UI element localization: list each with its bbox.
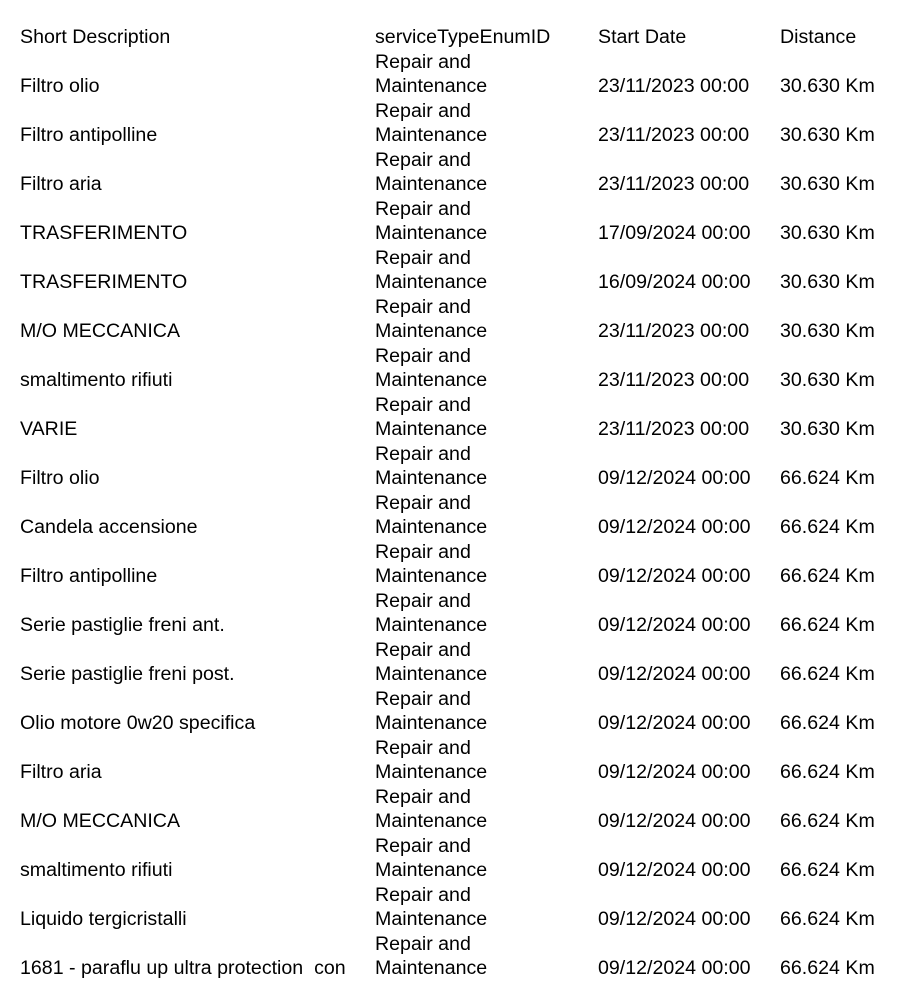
cell-start-date: 09/12/2024 00:00 [598, 810, 751, 832]
cell-short-description: Candela accensione [20, 516, 198, 538]
cell-start-date: 23/11/2023 00:00 [598, 320, 750, 342]
cell-distance: 66.624 Km [780, 810, 875, 832]
cell-start-date: 23/11/2023 00:00 [598, 418, 750, 440]
cell-distance: 66.624 Km [780, 761, 875, 783]
cell-start-date: 09/12/2024 00:00 [598, 516, 751, 538]
table-row [20, 589, 916, 638]
table-row [20, 736, 916, 785]
cell-distance: 66.624 Km [780, 565, 875, 587]
column-header-distance: Distance [780, 26, 857, 48]
cell-service-type: Repair and Maintenance [375, 99, 488, 146]
cell-distance: 66.624 Km [780, 614, 875, 636]
cell-start-date: 09/12/2024 00:00 [598, 712, 751, 734]
table-row [20, 785, 916, 834]
cell-short-description: Filtro olio [20, 75, 100, 97]
cell-distance: 30.630 Km [780, 173, 875, 195]
cell-distance: 30.630 Km [780, 124, 875, 146]
cell-service-type: Repair and Maintenance [375, 246, 488, 293]
cell-distance: 66.624 Km [780, 908, 875, 930]
cell-short-description: Filtro aria [20, 761, 102, 783]
cell-service-type: Repair and Maintenance [375, 197, 488, 244]
table-row [20, 148, 916, 197]
cell-short-description: Filtro aria [20, 173, 102, 195]
table-header-row [20, 25, 916, 50]
cell-start-date: 09/12/2024 00:00 [598, 908, 751, 930]
cell-distance: 66.624 Km [780, 663, 875, 685]
cell-short-description: TRASFERIMENTO [20, 222, 188, 244]
table-row [20, 834, 916, 883]
table-row [20, 932, 916, 981]
cell-short-description: M/O MECCANICA [20, 320, 181, 342]
cell-service-type: Repair and Maintenance [375, 491, 488, 538]
cell-distance: 30.630 Km [780, 222, 875, 244]
table-row [20, 491, 916, 540]
cell-service-type: Repair and Maintenance [375, 148, 488, 195]
cell-distance: 66.624 Km [780, 957, 875, 979]
cell-start-date: 09/12/2024 00:00 [598, 565, 751, 587]
cell-start-date: 16/09/2024 00:00 [598, 271, 751, 293]
cell-distance: 66.624 Km [780, 859, 875, 881]
cell-service-type: Repair and Maintenance [375, 540, 488, 587]
cell-short-description: Filtro olio [20, 467, 100, 489]
cell-service-type: Repair and Maintenance [375, 883, 488, 930]
column-header-short-description: Short Description [20, 26, 171, 48]
cell-start-date: 09/12/2024 00:00 [598, 467, 751, 489]
cell-distance: 30.630 Km [780, 320, 875, 342]
cell-short-description: smaltimento rifiuti [20, 859, 173, 881]
cell-distance: 30.630 Km [780, 369, 875, 391]
cell-service-type: Repair and Maintenance [375, 834, 488, 881]
table-row [20, 50, 916, 99]
cell-short-description: Olio motore 0w20 specifica [20, 712, 256, 734]
table-row [20, 540, 916, 589]
cell-start-date: 23/11/2023 00:00 [598, 173, 750, 195]
cell-start-date: 09/12/2024 00:00 [598, 859, 751, 881]
cell-short-description: Filtro antipolline [20, 124, 158, 146]
cell-distance: 30.630 Km [780, 418, 875, 440]
cell-service-type: Repair and Maintenance [375, 785, 488, 832]
cell-start-date: 09/12/2024 00:00 [598, 663, 751, 685]
cell-start-date: 17/09/2024 00:00 [598, 222, 751, 244]
cell-short-description: TRASFERIMENTO [20, 271, 188, 293]
cell-start-date: 23/11/2023 00:00 [598, 75, 750, 97]
table-row [20, 344, 916, 393]
table-body [20, 50, 916, 981]
table-row [20, 687, 916, 736]
cell-distance: 66.624 Km [780, 516, 875, 538]
cell-short-description: M/O MECCANICA [20, 810, 181, 832]
cell-service-type: Repair and Maintenance [375, 589, 488, 636]
cell-service-type: Repair and Maintenance [375, 344, 488, 391]
column-header-service-type: serviceTypeEnumID [375, 26, 551, 48]
table-row [20, 442, 916, 491]
cell-start-date: 23/11/2023 00:00 [598, 369, 750, 391]
table-row [20, 197, 916, 246]
cell-short-description: VARIE [20, 418, 78, 440]
table-row [20, 246, 916, 295]
cell-short-description: Serie pastiglie freni ant. [20, 614, 225, 636]
cell-short-description: 1681 - paraflu up ultra protection con [20, 957, 346, 979]
cell-distance: 30.630 Km [780, 75, 875, 97]
cell-service-type: Repair and Maintenance [375, 638, 488, 685]
table-row [20, 295, 916, 344]
table-row [20, 99, 916, 148]
cell-service-type: Repair and Maintenance [375, 50, 488, 97]
cell-service-type: Repair and Maintenance [375, 736, 488, 783]
cell-service-type: Repair and Maintenance [375, 393, 488, 440]
table-row [20, 638, 916, 687]
cell-start-date: 09/12/2024 00:00 [598, 761, 751, 783]
cell-short-description: Serie pastiglie freni post. [20, 663, 235, 685]
cell-distance: 66.624 Km [780, 467, 875, 489]
service-history-table [20, 25, 916, 981]
cell-start-date: 23/11/2023 00:00 [598, 124, 750, 146]
table-row [20, 393, 916, 442]
cell-distance: 66.624 Km [780, 712, 875, 734]
cell-start-date: 09/12/2024 00:00 [598, 957, 751, 979]
cell-service-type: Repair and Maintenance [375, 442, 488, 489]
cell-service-type: Repair and Maintenance [375, 295, 488, 342]
cell-short-description: Filtro antipolline [20, 565, 158, 587]
cell-short-description: Liquido tergicristalli [20, 908, 187, 930]
cell-start-date: 09/12/2024 00:00 [598, 614, 751, 636]
cell-service-type: Repair and Maintenance [375, 932, 488, 979]
cell-service-type: Repair and Maintenance [375, 687, 488, 734]
cell-short-description: smaltimento rifiuti [20, 369, 173, 391]
column-header-start-date: Start Date [598, 26, 687, 48]
table-row [20, 883, 916, 932]
cell-distance: 30.630 Km [780, 271, 875, 293]
